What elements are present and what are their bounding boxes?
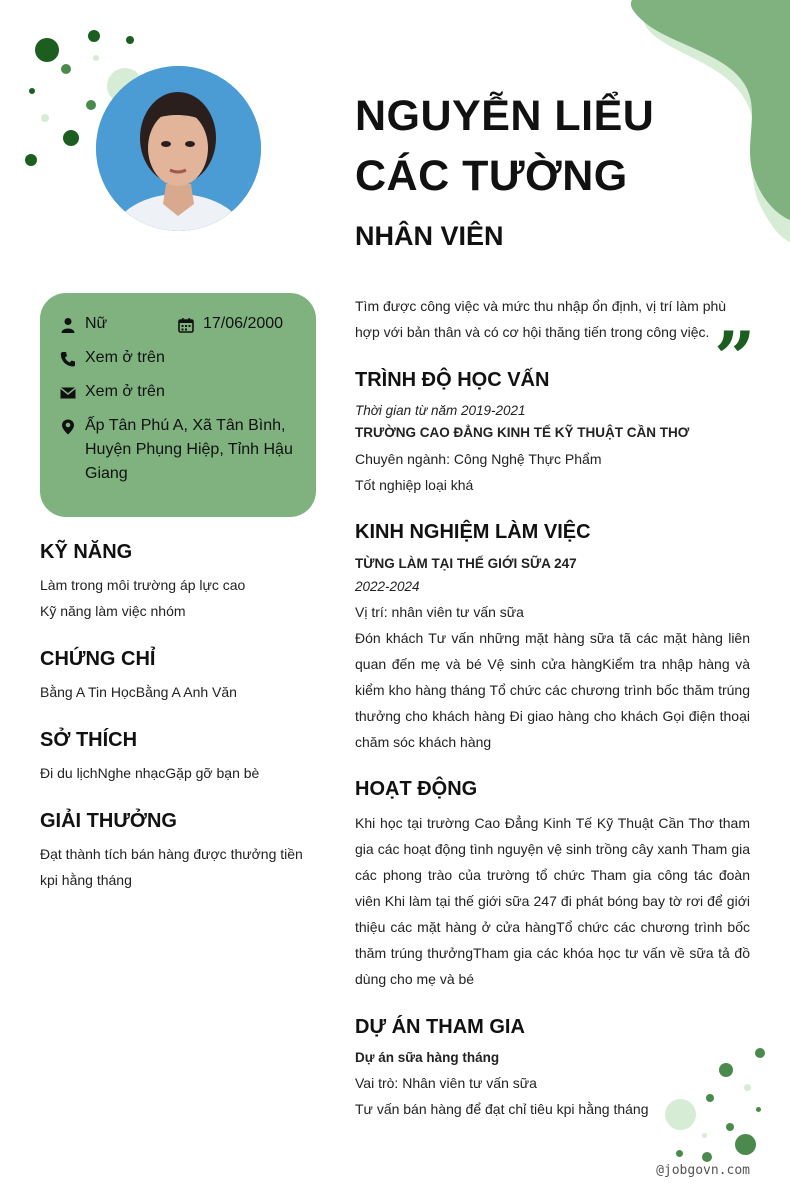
education-grade: Tốt nghiệp loại khá — [355, 477, 474, 493]
address: Ấp Tân Phú A, Xã Tân Bình, Huyện Phụng Hiệp, Tỉnh Hậu Giang — [85, 417, 293, 482]
activities-heading: HOẠT ĐỘNG — [355, 778, 478, 800]
email: Xem ở trên — [85, 383, 165, 400]
full-name: NGUYỄN LIỂU CÁC TƯỜNG — [355, 92, 655, 200]
person-icon — [60, 317, 76, 333]
project-description: Tư vấn bán hàng để đạt chỉ tiêu kpi hằng tháng — [355, 1101, 649, 1117]
experience-description: Đón khách Tư vấn những mặt hàng sữa tã các mặt hàng liên quan đến mẹ và bé Vệ sinh cửa hàngKiểm tra nhập hàng và kiểm kho hàng tháng Tổ chức các chương trình bốc thăm trúng thưởng cho khách hàng Đi giao hàng cho khách Gọi điện thoại chăm sóc khách hàng — [355, 630, 750, 750]
projects-heading: DỰ ÁN THAM GIA — [355, 1016, 525, 1038]
location-pin-icon — [60, 419, 76, 435]
phone-icon — [60, 351, 76, 367]
birthday: 17/06/2000 — [203, 315, 284, 332]
project-name: Dự án sữa hàng tháng — [355, 1050, 500, 1065]
career-objective: Tìm được công việc và mức thu nhập ổn định, vị trí làm phù hợp với bản thân và có cơ hội thăng tiến trong công việc. — [355, 298, 727, 340]
certificates-heading: CHỨNG CHỈ — [40, 648, 156, 670]
hobbies-text: Đi du lịchNghe nhạcGặp gỡ bạn bè — [40, 765, 260, 781]
calendar-icon — [178, 317, 194, 333]
envelope-icon — [60, 385, 76, 401]
skill-item: Làm trong môi trường áp lực cao — [40, 577, 246, 593]
awards-text: Đạt thành tích bán hàng được thưởng tiền kpi hằng tháng — [40, 846, 303, 888]
skill-item: Kỹ năng làm việc nhóm — [40, 603, 186, 619]
experience-heading: KINH NGHIỆM LÀM VIỆC — [355, 521, 591, 543]
job-title: NHÂN VIÊN — [355, 221, 504, 251]
phone: Xem ở trên — [85, 349, 165, 366]
profile-photo — [96, 66, 261, 231]
experience-period: 2022-2024 — [355, 579, 420, 594]
project-role: Vai trò: Nhân viên tư vấn sữa — [355, 1075, 537, 1091]
education-period: Thời gian từ năm 2019-2021 — [355, 403, 526, 418]
experience-position: Vị trí: nhân viên tư vấn sữa — [355, 604, 524, 620]
watermark: @jobgovn.com — [656, 1163, 750, 1178]
certificates-text: Bằng A Tin HọcBằng A Anh Văn — [40, 684, 237, 700]
education-major: Chuyên ngành: Công Nghệ Thực Phẩm — [355, 451, 602, 467]
gender: Nữ — [85, 315, 108, 332]
skills-heading: KỸ NĂNG — [40, 541, 133, 563]
experience-company: TỪNG LÀM TẠI THẾ GIỚI SỮA 247 — [355, 556, 577, 571]
quote-icon: ” — [714, 315, 756, 400]
education-heading: TRÌNH ĐỘ HỌC VẤN — [355, 369, 550, 391]
contact-card — [40, 293, 316, 517]
hobbies-heading: SỞ THÍCH — [40, 729, 138, 751]
education-school: TRƯỜNG CAO ĐẲNG KINH TẾ KỸ THUẬT CẦN THƠ — [355, 425, 690, 440]
activities-text: Khi học tại trường Cao Đẳng Kinh Tế Kỹ Thuật Cần Thơ tham gia các hoạt động tình nguyện vệ sinh trồng cây xanh Tham gia các phong trào của trường tổ chức Tham gia công tác đoàn viên Khi làm tại thế giới sữa 247 đi phát bóng bay tờ rơi để giới thiệu các mặt hàng ở cửa hàngTổ chức các chương trình bốc thăm trúng thưởngTham gia các khóa học tư vấn về sữa tả đồ dùng cho mẹ và bé — [355, 815, 750, 987]
awards-heading: GIẢI THƯỞNG — [40, 810, 177, 832]
